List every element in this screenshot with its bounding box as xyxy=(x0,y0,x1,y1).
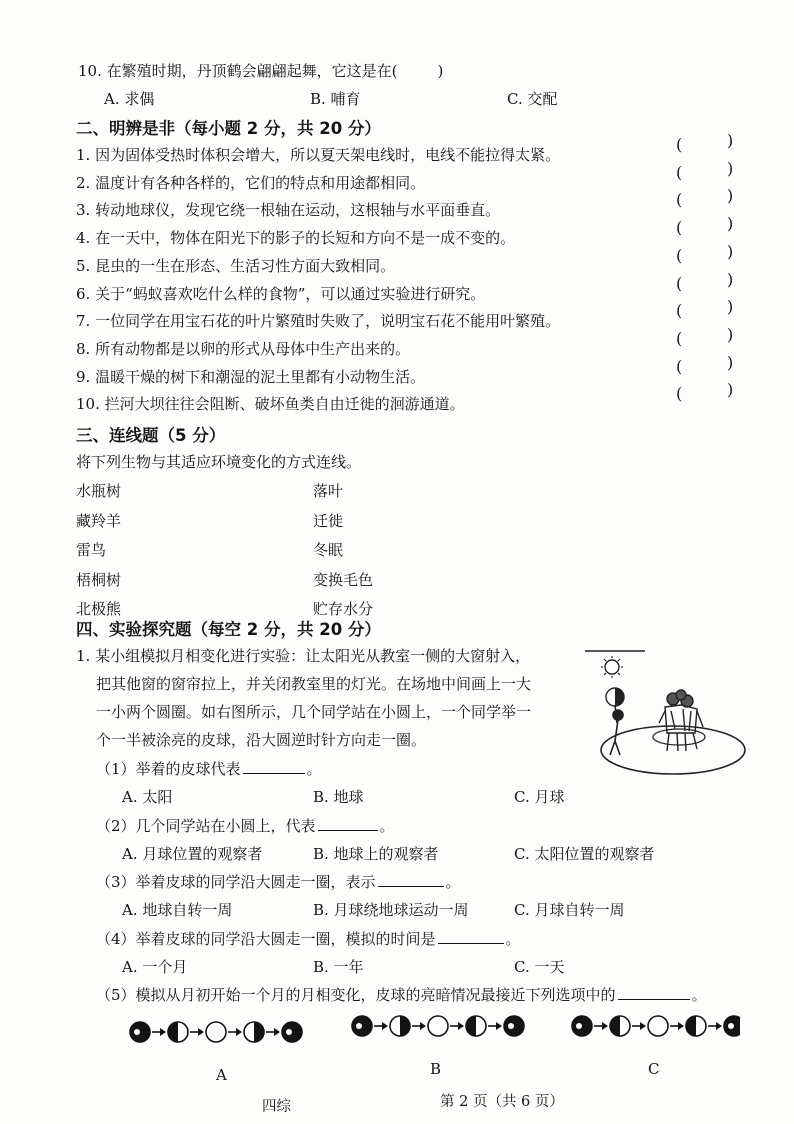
true-false-item: 9. 温暖干燥的树下和潮湿的泥土里都有小动物生活。 xyxy=(76,367,426,386)
question-end: 。 xyxy=(306,760,322,778)
arrow-icon xyxy=(594,1022,608,1030)
answer-paren-right: ) xyxy=(727,131,734,150)
matching-organism: 梧桐树 xyxy=(76,570,122,589)
true-false-item: 1. 因为固体受热时体积会增大，所以夏天架电线时，电线不能拉得太紧。 xyxy=(76,146,561,164)
moon-phase-icon xyxy=(466,1016,486,1036)
q10-option-a: A. 求偶 xyxy=(104,90,155,108)
moon-phase-icon xyxy=(206,1022,226,1042)
matching-organism: 雷鸟 xyxy=(76,541,107,559)
question-end: 。 xyxy=(691,986,707,1005)
moon-phase-icon xyxy=(504,1016,524,1036)
true-false-item: 6. 关于“蚂蚁喜欢吃什么样的食物”，可以通过实验进行研究。 xyxy=(76,284,486,303)
experiment-option: C. 一天 xyxy=(514,957,565,976)
true-false-item: 8. 所有动物都是以卵的形式从母体中生产出来的。 xyxy=(76,339,411,358)
experiment-option: C. 太阳位置的观察者 xyxy=(514,844,655,863)
answer-paren-right: ) xyxy=(727,186,734,206)
matching-adaptation: 迁徙 xyxy=(313,511,344,530)
answer-paren-left: ( xyxy=(676,162,683,182)
arrow-icon xyxy=(632,1022,646,1030)
phase-option-label: B xyxy=(430,1060,442,1078)
true-false-item: 4. 在一天中，物体在阳光下的影子的长短和方向不是一成不变的。 xyxy=(76,229,516,248)
answer-paren-left: ( xyxy=(676,245,683,265)
experiment-intro-line-2: 把其他窗的窗帘拉上，并关闭教室里的灯光。在场地中间画上一大 xyxy=(96,675,532,693)
answer-paren-right: ) xyxy=(727,380,734,400)
true-false-item: 10. 拦河大坝往往会阻断、破坏鱼类自由迁徙的洄游通道。 xyxy=(76,395,465,414)
answer-paren-right: ) xyxy=(727,297,734,317)
section-3-instruction: 将下列生物与其适应环境变化的方式连线。 xyxy=(76,453,362,471)
experiment-question-5 xyxy=(96,984,707,1005)
arrow-icon xyxy=(670,1022,684,1030)
matching-organism: 北极熊 xyxy=(76,600,122,618)
moon-phase-icon xyxy=(244,1022,264,1042)
answer-paren-right: ) xyxy=(727,214,734,234)
answer-paren-left: ( xyxy=(676,301,683,321)
answer-blank[interactable] xyxy=(378,872,444,887)
answer-paren-left: ( xyxy=(676,384,683,404)
true-false-item: 7. 一位同学在用宝石花的叶片繁殖时失败了，说明宝石花不能用叶繁殖。 xyxy=(76,312,561,331)
question-stem: （2）几个同学站在小圆上，代表 xyxy=(96,816,316,835)
experiment-question-3 xyxy=(96,871,461,892)
phase-option-label: C xyxy=(648,1060,660,1078)
answer-paren-left: ( xyxy=(676,328,683,348)
moon-phase-icon xyxy=(648,1016,668,1036)
experiment-option: A. 地球自转一周 xyxy=(122,901,233,920)
moon-phase-icon xyxy=(352,1016,372,1036)
moon-phase-options xyxy=(120,1008,740,1088)
experiment-question-4 xyxy=(96,928,521,949)
answer-paren-left: ( xyxy=(676,218,683,238)
answer-paren-right: ) xyxy=(727,324,734,344)
section-2-title: 二、明辨是非（每小题 2 分，共 20 分） xyxy=(76,119,381,138)
moon-phase-experiment-illustration xyxy=(585,645,750,785)
answer-paren-right: ) xyxy=(727,269,734,289)
footer-subject: 四综 xyxy=(262,1099,291,1115)
moon-phase-icon xyxy=(572,1016,592,1036)
moon-phase-icon xyxy=(724,1016,740,1036)
moon-phase-icon xyxy=(282,1022,302,1042)
moon-phase-icon xyxy=(168,1022,188,1042)
section-4-title: 四、实验探究题（每空 2 分，共 20 分） xyxy=(76,620,381,639)
question-end: 。 xyxy=(505,929,521,948)
question-stem: （1）举着的皮球代表 xyxy=(96,760,241,778)
true-false-item: 2. 温度计有各种各样的，它们的特点和用途都相同。 xyxy=(76,173,426,192)
experiment-option: B. 地球上的观察者 xyxy=(313,844,439,863)
phase-sequence xyxy=(352,1016,524,1036)
answer-paren-right: ) xyxy=(727,241,734,261)
experiment-option: B. 月球绕地球运动一周 xyxy=(313,901,469,920)
question-stem: （5）模拟从月初开始一个月的月相变化，皮球的亮暗情况最接近下列选项中的 xyxy=(96,986,616,1005)
experiment-option: A. 一个月 xyxy=(122,957,188,976)
question-stem: （3）举着皮球的同学沿大圆走一圈，表示 xyxy=(96,873,376,892)
answer-blank[interactable] xyxy=(243,759,305,774)
answer-paren-left: ( xyxy=(676,190,683,210)
phase-option-label: A xyxy=(216,1066,227,1084)
answer-blank[interactable] xyxy=(318,816,378,831)
question-stem: （4）举着皮球的同学沿大圆走一圈，模拟的时间是 xyxy=(96,929,436,948)
experiment-question-1 xyxy=(96,758,322,779)
arrow-icon xyxy=(450,1022,464,1030)
answer-blank[interactable] xyxy=(618,985,690,1000)
experiment-option: C. 月球 xyxy=(514,788,565,806)
arrow-icon xyxy=(228,1028,242,1036)
arrow-icon xyxy=(708,1022,722,1030)
answer-blank[interactable] xyxy=(438,929,504,944)
experiment-question-2 xyxy=(96,815,395,836)
question-10-stem: 10. 在繁殖时期，丹顶鹤会翩翩起舞，它这是在( ) xyxy=(78,62,444,80)
matching-adaptation: 贮存水分 xyxy=(313,600,374,618)
arrow-icon xyxy=(374,1022,388,1030)
moon-phase-icon xyxy=(428,1016,448,1036)
phase-sequence xyxy=(572,1016,740,1036)
moon-phase-icon xyxy=(610,1016,630,1036)
answer-paren-left: ( xyxy=(676,135,683,154)
moon-phase-icon xyxy=(686,1016,706,1036)
answer-paren-left: ( xyxy=(676,273,683,293)
moon-phase-icon xyxy=(390,1016,410,1036)
question-end: 。 xyxy=(379,816,395,835)
experiment-option: B. 一年 xyxy=(313,957,364,976)
answer-paren-right: ) xyxy=(727,352,734,372)
experiment-intro-line-1: 1. 某小组模拟月相变化进行实验：让太阳光从教室一侧的大窗射入， xyxy=(76,647,531,665)
question-end: 。 xyxy=(445,873,461,892)
experiment-option: A. 太阳 xyxy=(122,788,173,806)
arrow-icon xyxy=(488,1022,502,1030)
q10-option-b: B. 哺育 xyxy=(310,90,361,108)
experiment-option: B. 地球 xyxy=(313,788,364,806)
matching-adaptation: 冬眠 xyxy=(313,541,344,559)
answer-paren-left: ( xyxy=(676,356,683,376)
moon-phase-icon xyxy=(130,1022,150,1042)
experiment-option: A. 月球位置的观察者 xyxy=(122,844,263,863)
experiment-intro-line-4: 个一半被涂亮的皮球，沿大圆逆时针方向走一圈。 xyxy=(96,731,427,749)
arrow-icon xyxy=(266,1028,280,1036)
answer-paren-right: ) xyxy=(727,158,734,178)
true-false-item: 3. 转动地球仪，发现它绕一根轴在运动，这根轴与水平面垂直。 xyxy=(76,201,501,220)
phase-sequence xyxy=(130,1022,302,1042)
arrow-icon xyxy=(412,1022,426,1030)
matching-organism: 水瓶树 xyxy=(76,482,122,500)
experiment-intro-line-3: 一小两个圆圈。如右图所示，几个同学站在小圆上，一个同学举一 xyxy=(96,703,532,721)
matching-organism: 藏羚羊 xyxy=(76,511,122,530)
arrow-icon xyxy=(190,1028,204,1036)
experiment-option: C. 月球自转一周 xyxy=(514,901,625,920)
matching-adaptation: 变换毛色 xyxy=(313,570,374,589)
true-false-item: 5. 昆虫的一生在形态、生活习性方面大致相同。 xyxy=(76,256,396,275)
matching-adaptation: 落叶 xyxy=(313,482,344,500)
section-3-title: 三、连线题（5 分） xyxy=(76,426,226,445)
arrow-icon xyxy=(152,1028,166,1036)
q10-option-c: C. 交配 xyxy=(507,90,558,108)
footer-page-number: 第 2 页（共 6 页） xyxy=(440,1094,564,1110)
